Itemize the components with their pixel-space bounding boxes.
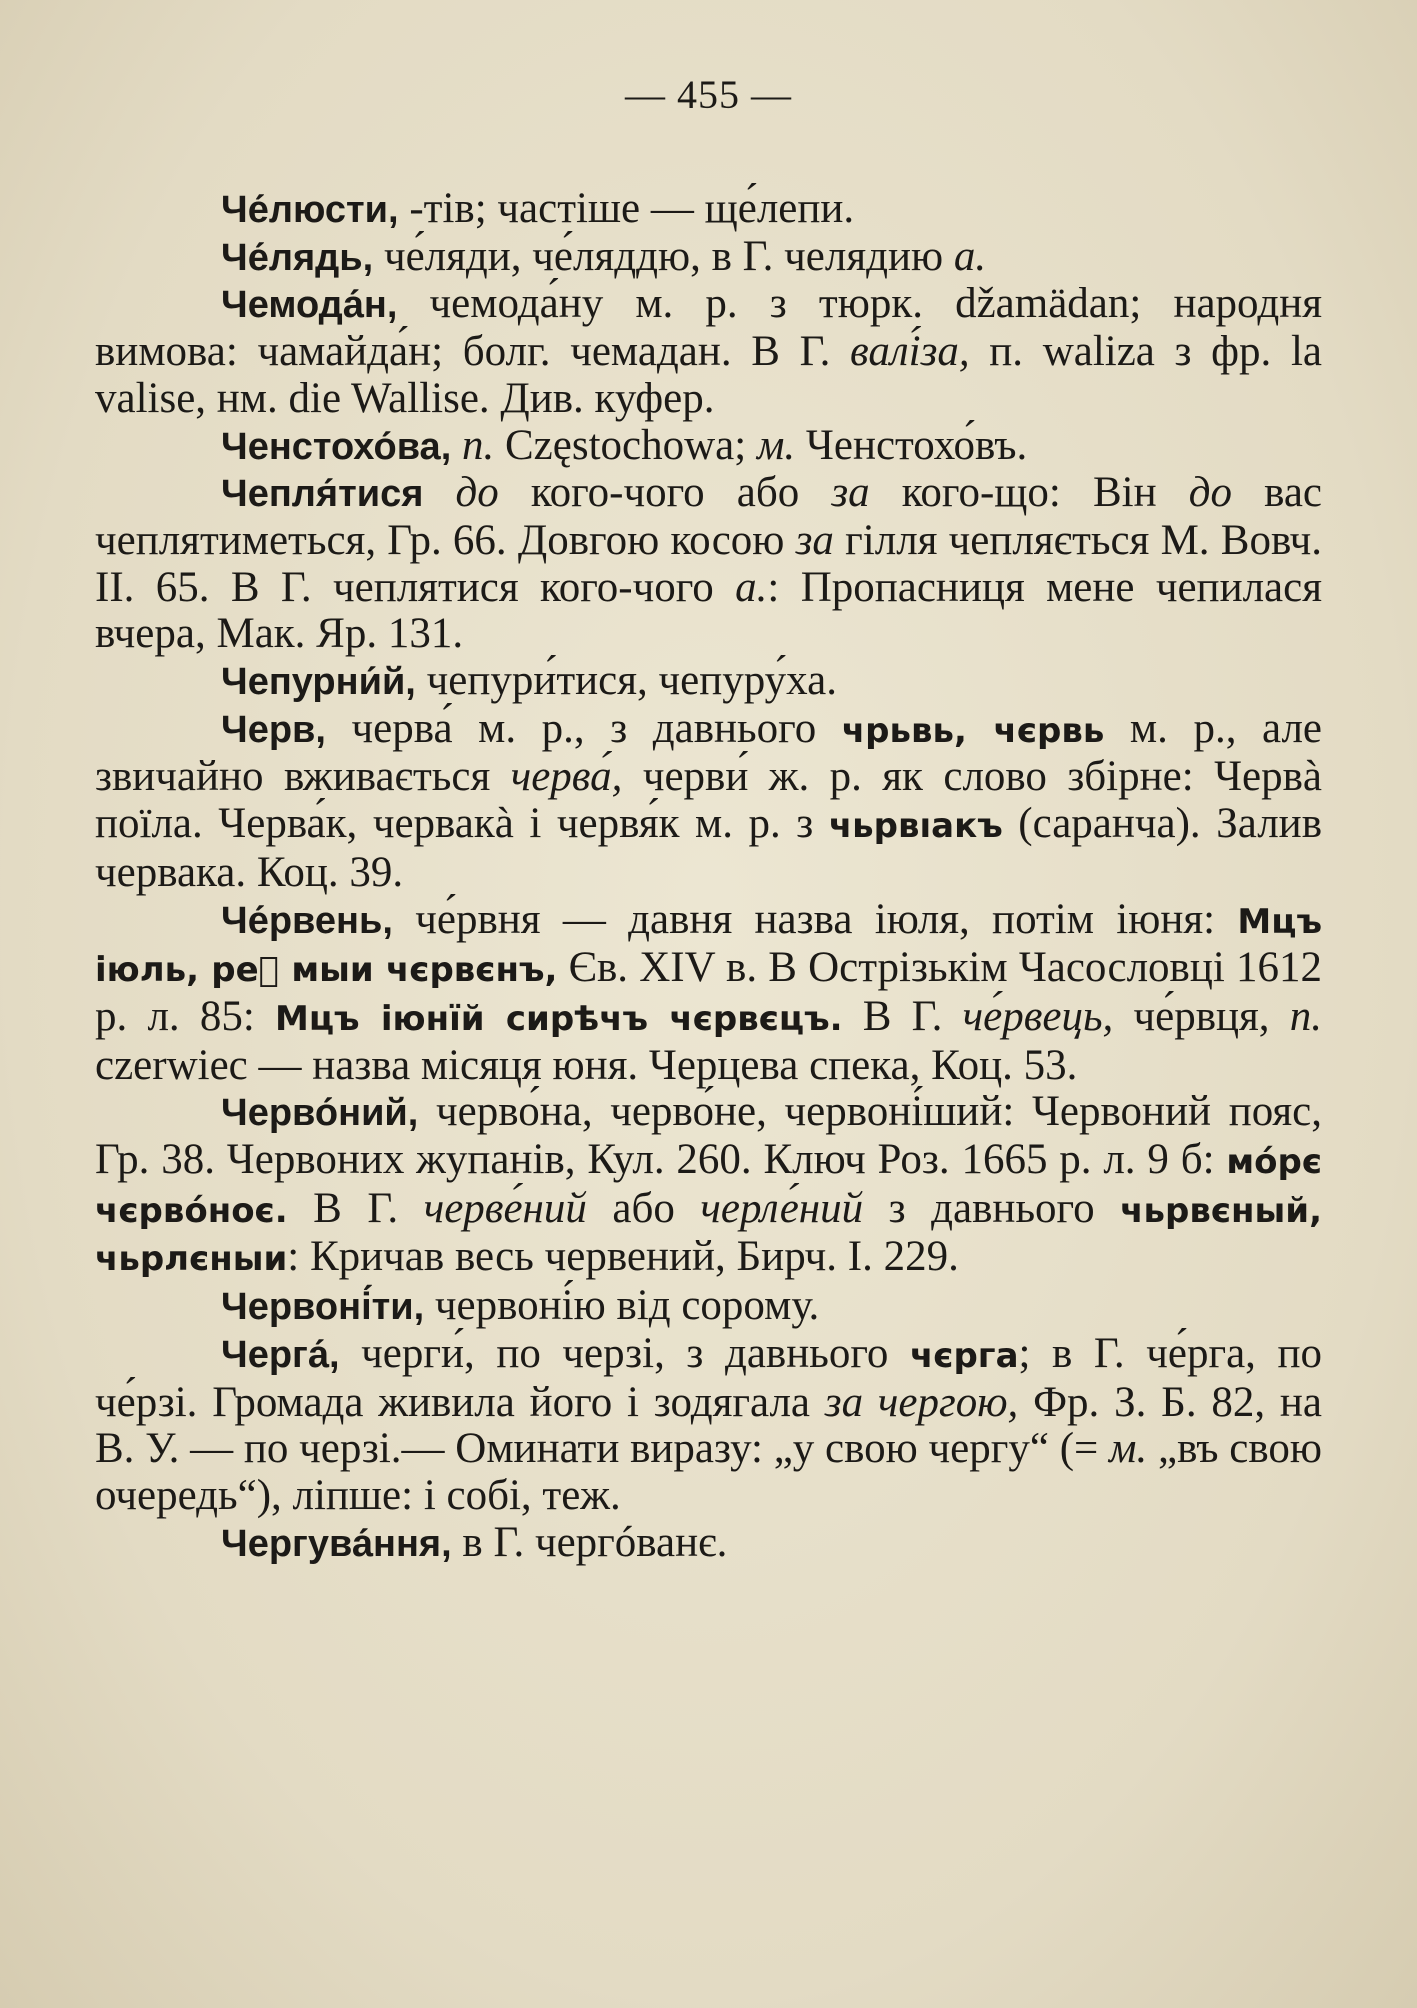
dictionary-entry [95, 897, 1322, 1090]
page-number: — 455 — [625, 72, 792, 117]
entry-text: м. р., але звичайно вживається [95, 704, 1323, 801]
italic-text: за чергою, [824, 1378, 1019, 1426]
entry-text: черво́на, черво́не, червоні́ший: Червоний пояс, Гр. 38. Червоних жупанів, Кул. 260. Ключ Роз. 1665 р. л. 9 б: [95, 1088, 1322, 1184]
entry-text: черги́, по черзі, з давнього [339, 1329, 910, 1377]
italic-text: до [455, 469, 499, 517]
headword: Червоні́ти, [221, 1286, 425, 1329]
headword: Чергува́ння, [221, 1522, 452, 1565]
church-slavonic-text: Мцъ іюль, реⷱ мыи чєрвєнъ, [95, 901, 1322, 991]
italic-text: за [831, 469, 870, 517]
headword: Чемода́н, [221, 284, 398, 327]
entries-list [95, 186, 1322, 1567]
entry-text: : Пропасниця мене чепилася вчера, Мак. Яр. 131. [95, 563, 1322, 658]
dictionary-entry [95, 1520, 1322, 1568]
entry-text: В Г. [842, 992, 963, 1040]
headword: Че́рвень, [221, 899, 393, 942]
entry-text: че́рвця, [1113, 992, 1290, 1040]
headword: Черга́, [221, 1333, 340, 1376]
dictionary-entry [95, 1331, 1322, 1520]
church-slavonic-text: чєрга [909, 1335, 1019, 1376]
headword: Черв, [221, 708, 326, 751]
entry-text: чемода́ну м. р. з тюрк. džamädan; народня вимова: чамайда́н; болг. чемадан. В Г. [95, 280, 1322, 376]
entry-text: Ченстохо́въ. [795, 421, 1028, 469]
italic-text: черле́ний [700, 1184, 864, 1232]
entry-text: або [586, 1184, 701, 1232]
church-slavonic-text: Мцъ іюнїй сирѣчъ чєрвєцъ. [275, 998, 843, 1039]
entry-text: червоні́ю від сорому. [424, 1282, 820, 1330]
italic-text: м. [1109, 1425, 1148, 1473]
headword: Чепурни́й, [221, 661, 416, 704]
dictionary-entry [95, 234, 1322, 282]
headword: Че́люсти, [221, 189, 399, 231]
headword: Че́лядь, [221, 236, 374, 279]
entry-text: (саранча). Залив червака. Коц. 39. [95, 800, 1322, 896]
dictionary-entry [95, 658, 1322, 706]
entry-text: : Кричав весь червений, Бирч. І. 229. [287, 1233, 959, 1281]
italic-text: че́рвець, [962, 992, 1114, 1040]
entry-text [423, 469, 455, 516]
entry-text: кого-що: Він [869, 469, 1189, 517]
italic-text: до [1188, 469, 1232, 517]
church-slavonic-text: чьрвєный, чьрлєныи [95, 1190, 1322, 1280]
entry-text: -тів; частіше — ще́лепи. [398, 185, 855, 232]
headword: Ченстохо́ва, [221, 425, 452, 468]
entry-text: черва́ м. р., з давнього [325, 704, 842, 752]
entry-text: czerwiec — назва місяця юня. Черцева спека, Коц. 53. [95, 1041, 1078, 1089]
headword: Черво́ний, [221, 1092, 419, 1135]
entry-text: вас чеплятиметься, Гр. 66. Довгою косою [95, 469, 1322, 564]
church-slavonic-text: мо́рє чєрво́ноє. [95, 1142, 1322, 1231]
entry-text: з давнього [863, 1184, 1121, 1232]
entry-text [451, 422, 462, 469]
italic-text: а. [735, 563, 768, 611]
entry-text: черви́ ж. р. як слово збірне: Червà поїла. Черва́к, червакà і червя́к м. р. з [95, 753, 1322, 848]
dictionary-entry [95, 470, 1322, 658]
entry-text: Фр. З. Б. 82, на В. У. — по черзі.— Оминати виразу: „у свою чергу“ (= [95, 1378, 1322, 1473]
entry-text: В Г. [287, 1184, 424, 1232]
dictionary-entry [95, 1283, 1322, 1331]
church-slavonic-text: чрьвь, чєрвь [841, 710, 1105, 751]
entry-text: Єв. XIV в. В Острізькім Часословці 1612 р. л. 85: [95, 944, 1322, 1040]
entry-text: че́рвня — давня назва іюля, потім іюня: [392, 895, 1238, 943]
entry-text: гілля чепляється М. Вовч. II. 65. В Г. чеплятися кого-чого [95, 516, 1322, 611]
italic-text: валі́за, [850, 328, 970, 376]
italic-text: п. [1289, 992, 1322, 1040]
entry-text: че́ляди, че́ляддю, в Г. челядию [373, 232, 954, 280]
dictionary-entry [95, 281, 1322, 422]
italic-text: черва́, [510, 753, 623, 801]
church-slavonic-text: чьрвıакъ [828, 806, 1003, 847]
dictionary-entry [95, 1089, 1322, 1283]
entry-text: Częstochowa; [494, 421, 757, 469]
entry-text: п. waliza з фр. la valise, нм. die Wallise. Див. куфер. [95, 328, 1322, 422]
entry-text: в Г. чергóванє. [451, 1518, 728, 1566]
entry-text: чепури́тися, чепуру́ха. [415, 657, 837, 705]
entry-text: ; в Г. че́рга, по че́рзі. Громада живила його і зодягала [95, 1329, 1322, 1426]
entry-text: кого-чого або [498, 469, 832, 517]
italic-text: за [795, 516, 834, 564]
italic-text: п. [462, 421, 495, 469]
italic-text: а. [953, 232, 987, 280]
dictionary-entry [95, 186, 1322, 234]
dictionary-entry [95, 423, 1322, 471]
dictionary-entry [95, 706, 1322, 897]
headword: Чепля́тися [221, 473, 424, 516]
italic-text: черве́ний [423, 1184, 587, 1232]
entry-text: „въ свою очередь“), ліпше: і собі, теж. [95, 1425, 1323, 1519]
italic-text: м. [756, 421, 796, 469]
